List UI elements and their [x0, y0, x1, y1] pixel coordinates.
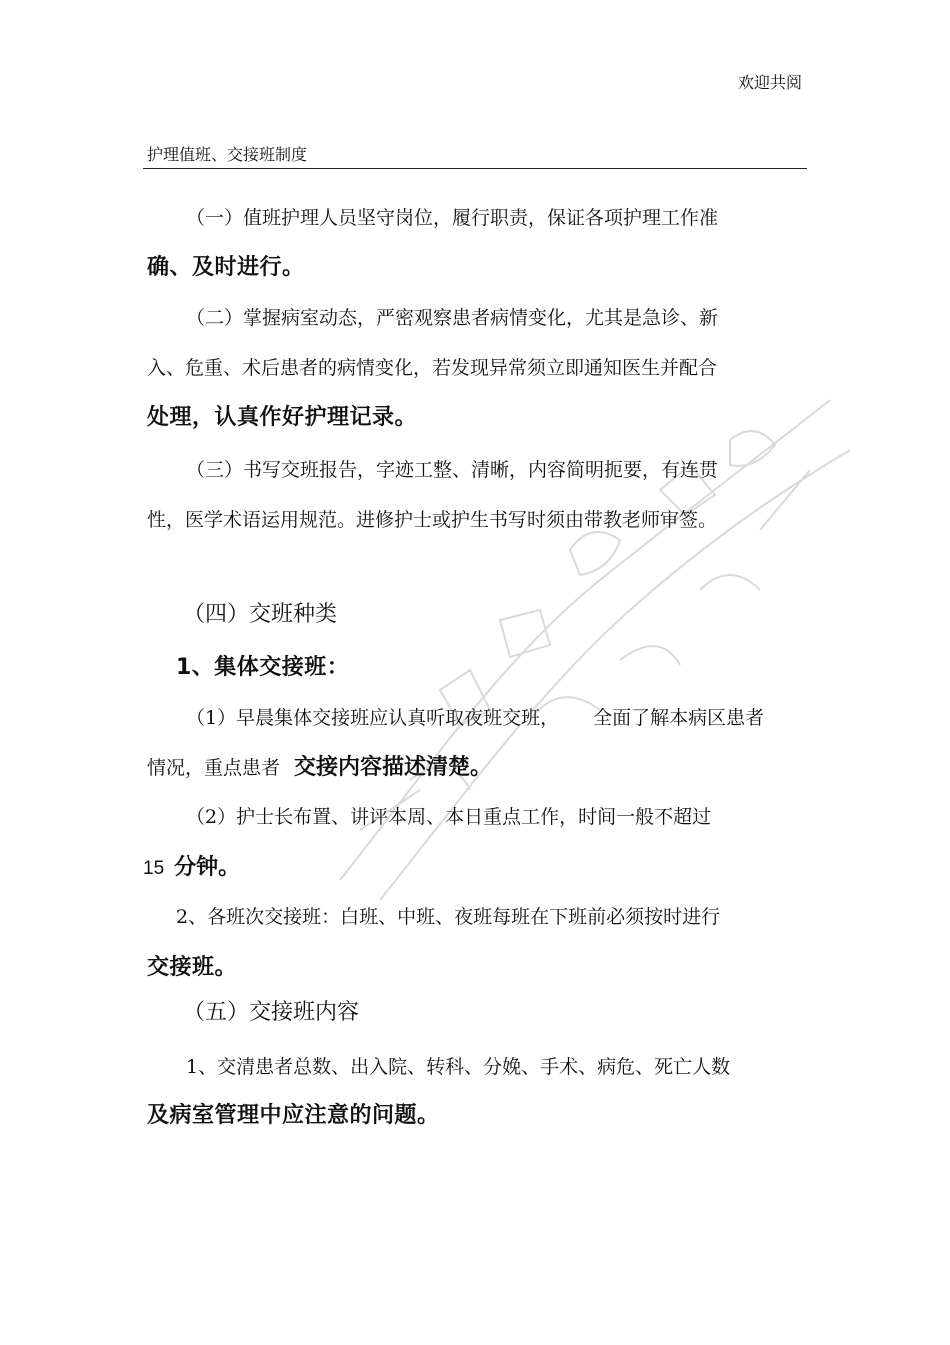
paragraph-3-line-1: （三）书写交班报告，字迹工整、清晰，内容简明扼要，有连贯: [186, 459, 719, 481]
section-4-title: （四）交班种类: [183, 602, 338, 627]
section-4-item-1-line-2-part-b: 交接内容描述清楚。: [294, 755, 493, 780]
paragraph-1-line-2: 确、及时进行。: [147, 255, 305, 280]
header-welcome-text: 欢迎共阅: [737, 73, 802, 92]
section-4-item-1-line-2: [147, 750, 492, 781]
section-4-item-1-line-1-part-b: 全面了解本病区患者: [593, 707, 765, 729]
paragraph-2-line-2: 入、危重、术后患者的病情变化，若发现异常须立即通知医生并配合: [147, 357, 718, 379]
header-divider: [143, 168, 807, 169]
section-4-item-1-line-1-part-a: （1）早晨集体交接班应认真听取夜班交班，: [186, 707, 560, 729]
watermark-stamp: [300, 360, 860, 920]
section-4-item-1-line-1: [186, 703, 764, 730]
paragraph-2-line-1: （二）掌握病室动态，严密观察患者病情变化，尤其是急诊、新: [186, 307, 719, 329]
section-5-item-1-line-2: 及病室管理中应注意的问题。: [147, 1103, 440, 1128]
section-4-item-2-line-1: （2）护士长布置、讲评本周、本日重点工作，时间一般不超过: [186, 806, 712, 828]
section-5-title: （五）交接班内容: [183, 1000, 360, 1025]
section-4-item-2-number: 15: [143, 858, 165, 879]
section-4-item-3-line-2: 交接班。: [147, 955, 238, 980]
section-4-item-2-line-2: [143, 850, 240, 881]
paragraph-3-line-2: 性，医学术语运用规范。进修护士或护生书写时须由带教老师审签。: [147, 509, 718, 531]
section-4-item-2-unit: 分钟。: [174, 855, 241, 880]
paragraph-1-line-1: （一）值班护理人员坚守岗位，履行职责，保证各项护理工作准: [186, 207, 719, 229]
paragraph-2-line-3: 处理，认真作好护理记录。: [147, 405, 418, 430]
section-4-item-3-line-1: 2、各班次交接班：白班、中班、夜班每班在下班前必须按时进行: [176, 906, 721, 928]
header-title: 护理值班、交接班制度: [147, 145, 308, 164]
section-4-item-1-line-2-part-a: 情况，重点患者: [147, 757, 281, 779]
section-4-subtitle-1: 1、集体交接班：: [176, 655, 350, 680]
section-5-item-1-line-1: 1、交清患者总数、出入院、转科、分娩、手术、病危、死亡人数: [186, 1056, 731, 1078]
